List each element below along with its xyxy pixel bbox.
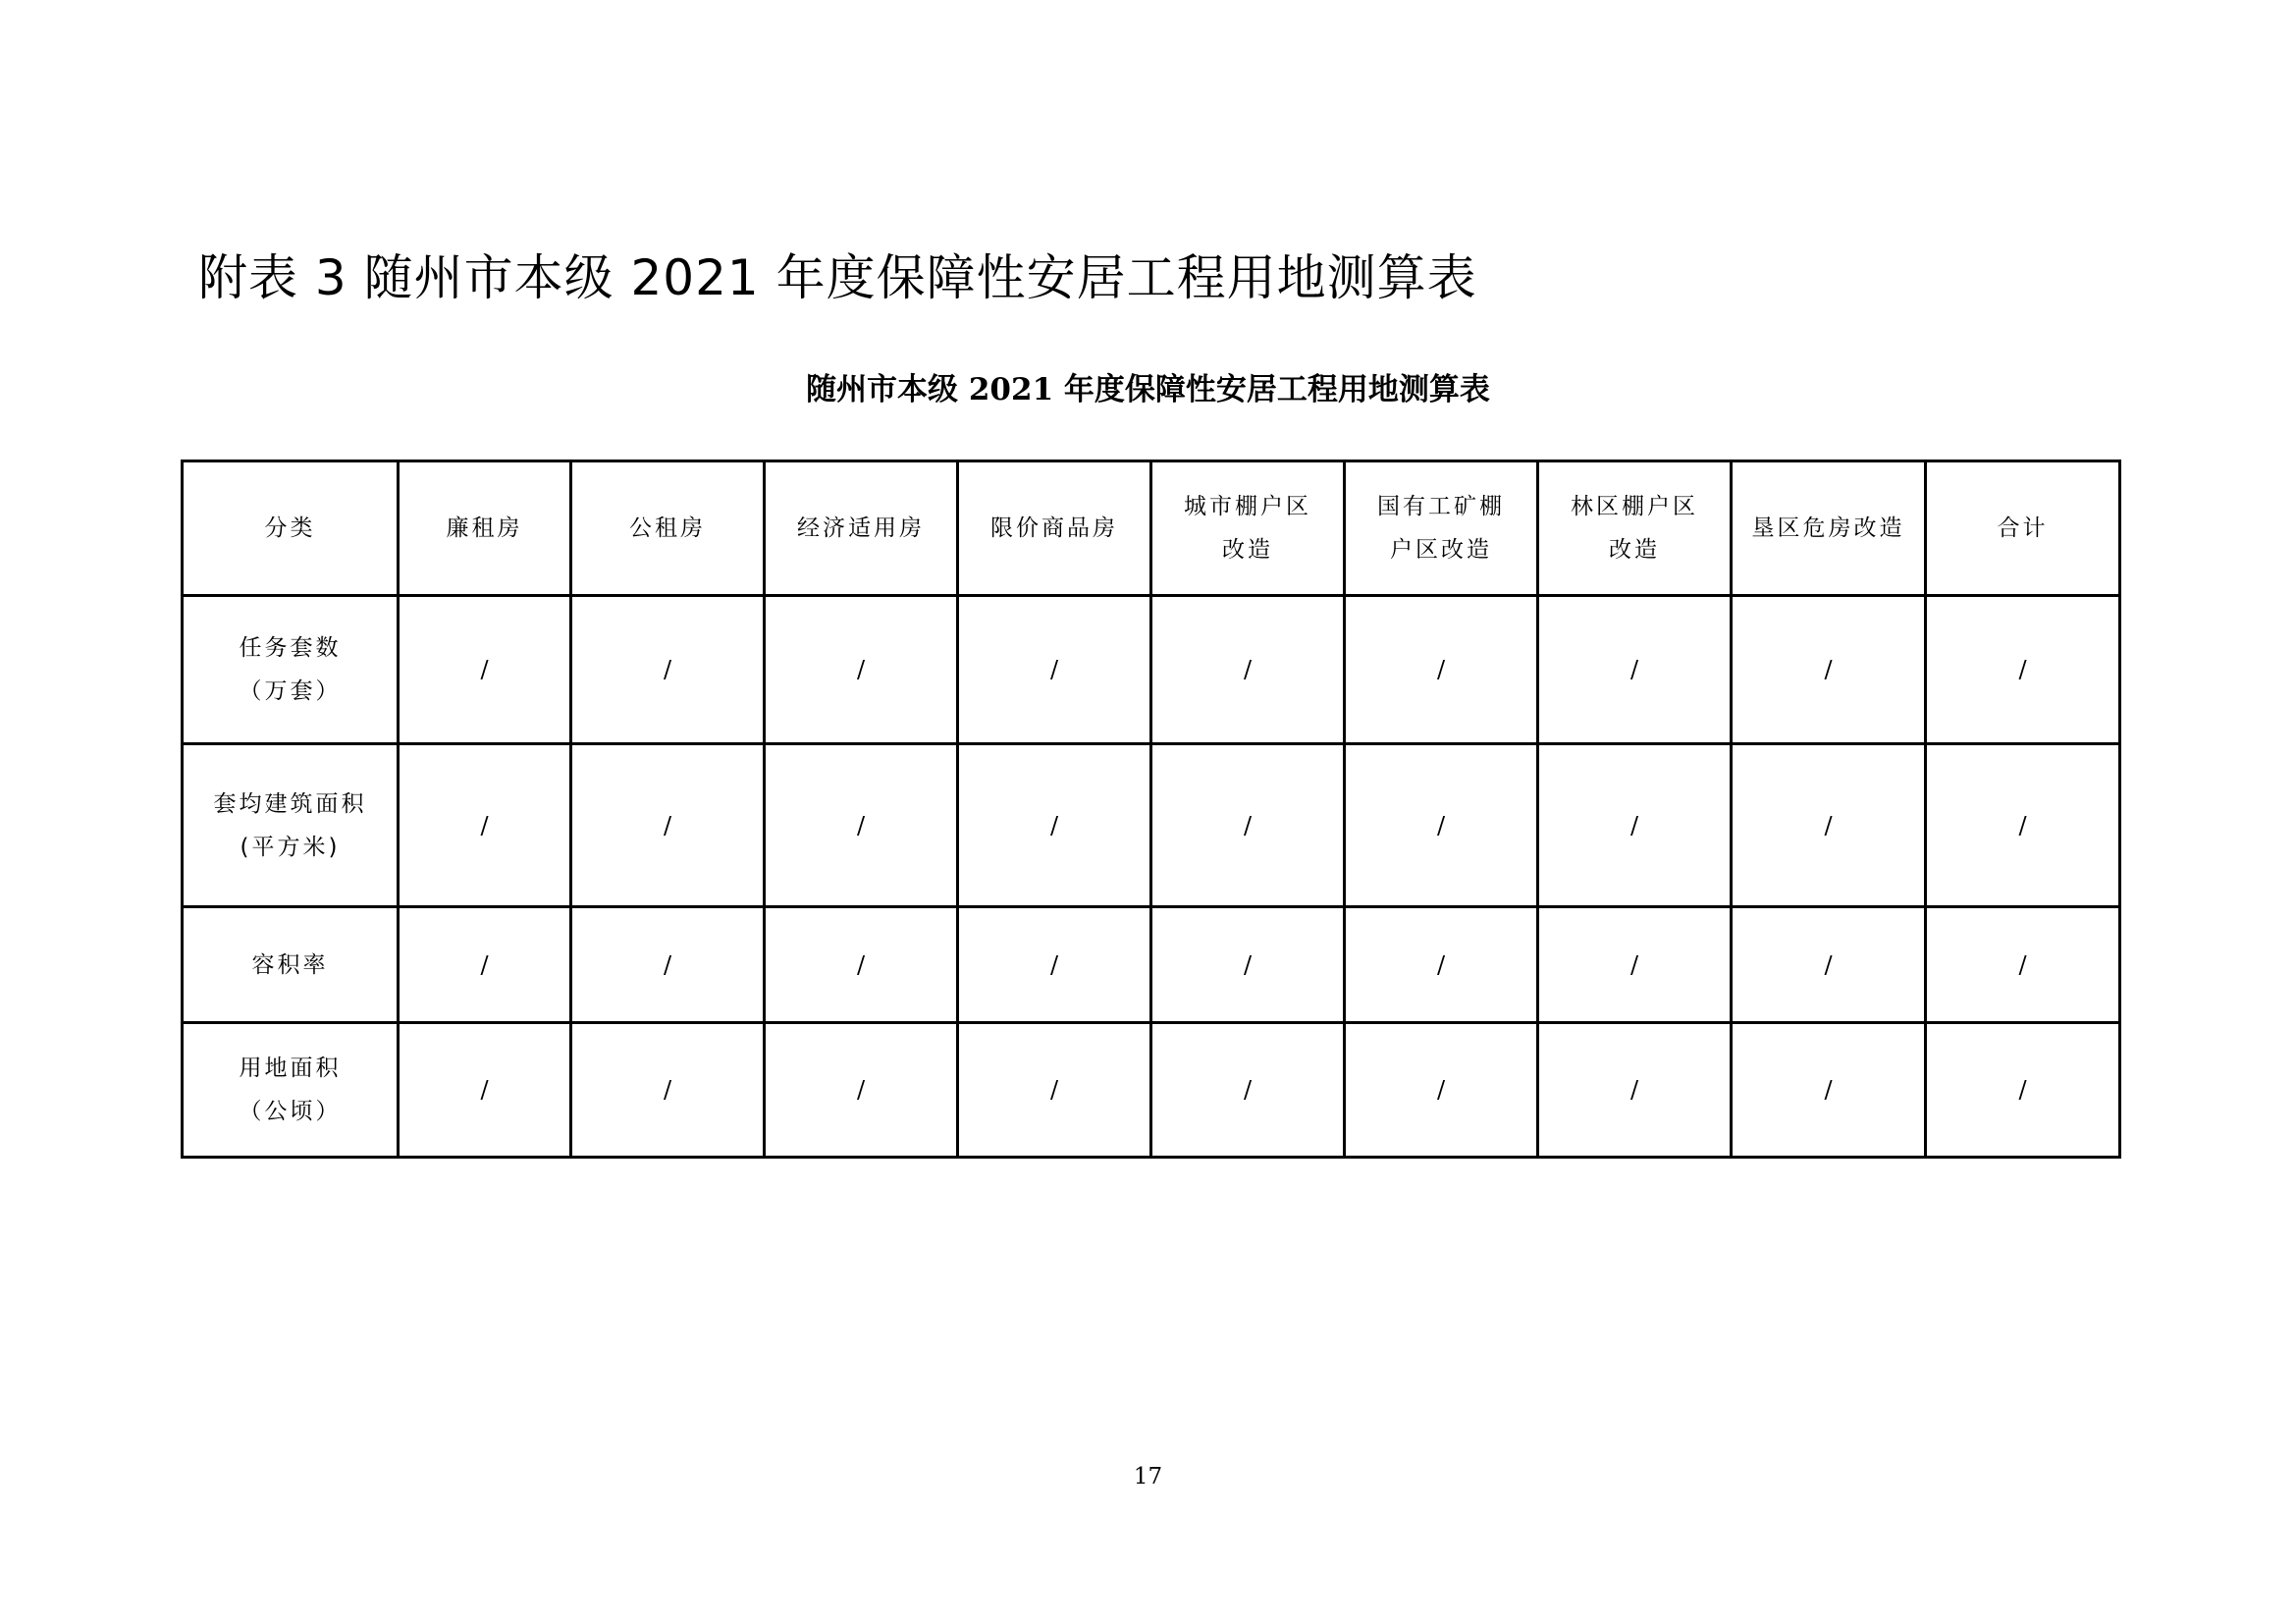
column-header: 林区棚户区改造	[1538, 461, 1732, 596]
row-label: 任务套数（万套）	[183, 596, 399, 744]
column-header: 廉租房	[399, 461, 571, 596]
table-row	[183, 1023, 2120, 1158]
table-cell: /	[1538, 744, 1732, 907]
table-row	[183, 596, 2120, 744]
page-number: 17	[1133, 1464, 1163, 1489]
row-label: 用地面积（公顷）	[183, 1023, 399, 1158]
table-cell: /	[1151, 1023, 1345, 1158]
table-header-row	[183, 461, 2120, 596]
table-cell: /	[1926, 596, 2120, 744]
table-cell: /	[571, 1023, 765, 1158]
table-title: 随州市本级 2021 年度保障性安居工程用地测算表	[806, 372, 1490, 407]
table-cell: /	[1151, 744, 1345, 907]
table-cell: /	[571, 744, 765, 907]
table-cell: /	[399, 744, 571, 907]
table-cell: /	[1732, 907, 1926, 1023]
row-label: 套均建筑面积(平方米)	[183, 744, 399, 907]
row-label: 容积率	[183, 907, 399, 1023]
table-cell: /	[1926, 1023, 2120, 1158]
table-cell: /	[1926, 907, 2120, 1023]
table-cell: /	[1538, 596, 1732, 744]
table-cell: /	[1926, 744, 2120, 907]
table-cell: /	[399, 907, 571, 1023]
land-estimate-table	[181, 460, 2121, 1159]
table-cell: /	[958, 596, 1151, 744]
column-header: 限价商品房	[958, 461, 1151, 596]
table-cell: /	[399, 1023, 571, 1158]
table-cell: /	[1345, 907, 1538, 1023]
table-row	[183, 907, 2120, 1023]
table-cell: /	[571, 596, 765, 744]
column-header: 分类	[183, 461, 399, 596]
page-heading: 附表 3 随州市本级 2021 年度保障性安居工程用地测算表	[198, 249, 1477, 306]
table-cell: /	[571, 907, 765, 1023]
table-cell: /	[1345, 1023, 1538, 1158]
column-header: 经济适用房	[765, 461, 958, 596]
table-cell: /	[1732, 1023, 1926, 1158]
table-cell: /	[958, 907, 1151, 1023]
table-cell: /	[1345, 744, 1538, 907]
table-row	[183, 744, 2120, 907]
table-cell: /	[765, 744, 958, 907]
table-cell: /	[1732, 596, 1926, 744]
column-header: 合计	[1926, 461, 2120, 596]
table-cell: /	[1732, 744, 1926, 907]
table-cell: /	[1151, 907, 1345, 1023]
table-cell: /	[1345, 596, 1538, 744]
table-cell: /	[765, 907, 958, 1023]
table-cell: /	[958, 1023, 1151, 1158]
table-cell: /	[399, 596, 571, 744]
table-cell: /	[1538, 1023, 1732, 1158]
table-cell: /	[1151, 596, 1345, 744]
table-cell: /	[958, 744, 1151, 907]
column-header: 国有工矿棚户区改造	[1345, 461, 1538, 596]
column-header: 垦区危房改造	[1732, 461, 1926, 596]
table-cell: /	[765, 1023, 958, 1158]
table-cell: /	[1538, 907, 1732, 1023]
column-header: 公租房	[571, 461, 765, 596]
column-header: 城市棚户区改造	[1151, 461, 1345, 596]
table-cell: /	[765, 596, 958, 744]
